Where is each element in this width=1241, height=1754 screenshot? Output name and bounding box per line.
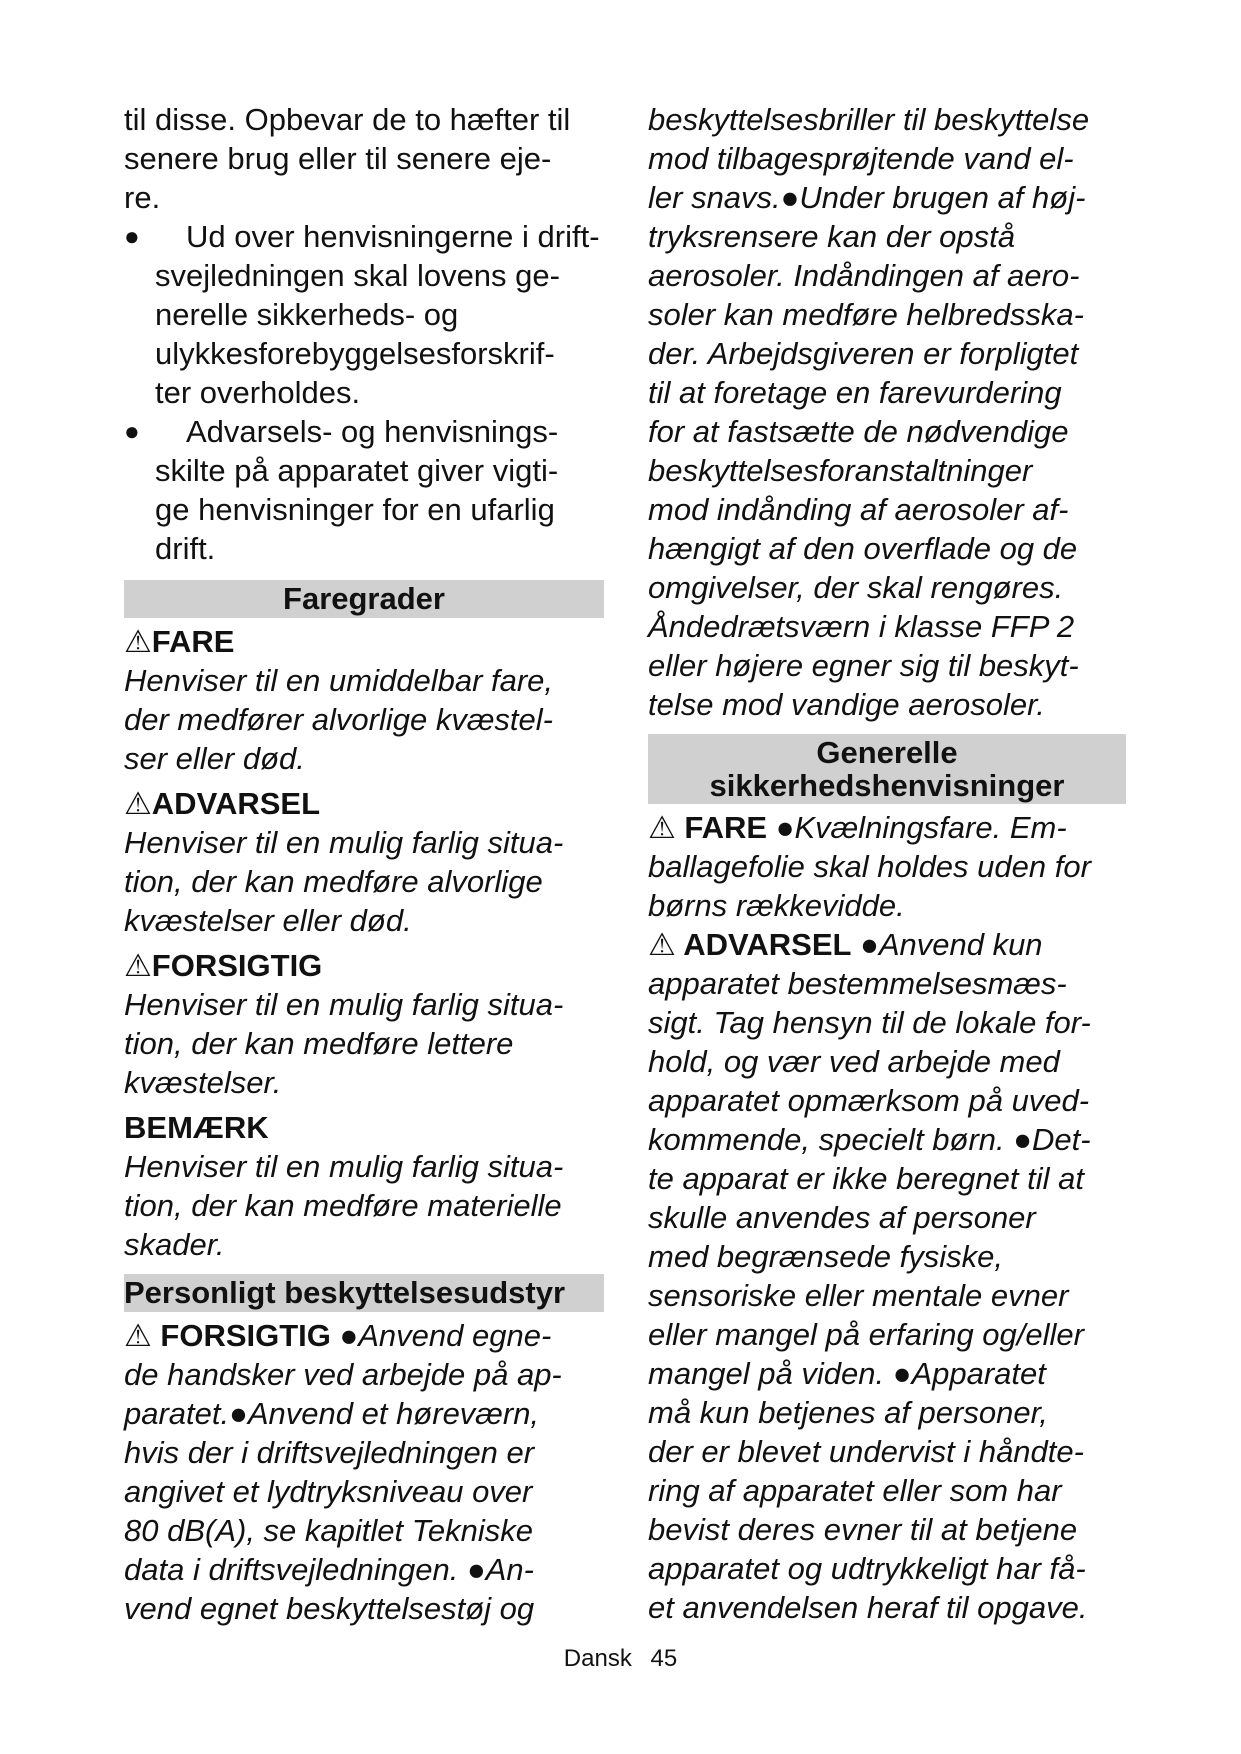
text-line: hold, og vær ved arbejde med — [648, 1044, 1060, 1079]
text-line: te apparat er ikke beregnet til at — [648, 1161, 1084, 1196]
text-line: hvis der i driftsvejledningen er — [124, 1435, 535, 1470]
left-column — [124, 100, 604, 1628]
advarsel-label: ⚠ ADVARSEL — [648, 927, 852, 962]
ppe-lines — [124, 1355, 604, 1628]
general-safety-heading — [648, 734, 1126, 804]
bullet-icon: ● — [124, 221, 140, 251]
text-line: med begrænsede fysiske, — [648, 1239, 1003, 1274]
text-line: et anvendelsen heraf til opgave. — [648, 1590, 1088, 1625]
text-line: Henviser til en mulig farlig situa- — [124, 825, 564, 860]
list-item — [124, 217, 604, 412]
text-line: aerosoler. Indåndingen af aero- — [648, 258, 1080, 293]
text-line: mod tilbagesprøjtende vand el- — [648, 141, 1074, 176]
text-line: tion, der kan medføre alvorlige — [124, 864, 543, 899]
danger-levels — [124, 622, 604, 1264]
text-line: re. — [124, 180, 161, 215]
page-footer — [0, 1645, 1241, 1673]
text-line: Henviser til en mulig farlig situa- — [124, 987, 564, 1022]
text-line: angivet et lydtryksniveau over — [124, 1474, 533, 1509]
text-line: Henviser til en mulig farlig situa- — [124, 1149, 564, 1184]
ppe-continued-text — [648, 100, 1126, 724]
text-line: 80 dB(A), se kapitlet Tekniske — [124, 1513, 533, 1548]
ppe-first-line: ●Anvend egne- — [339, 1318, 552, 1353]
fare-label: ⚠ FARE — [648, 810, 768, 845]
right-column — [648, 100, 1126, 1627]
text-line: mangel på viden. ●Apparatet — [648, 1356, 1046, 1391]
text-line: drift. — [155, 531, 216, 566]
text-line: beskyttelsesforanstaltninger — [648, 453, 1033, 488]
footer-language: Dansk — [563, 1645, 632, 1672]
text-line: mod indånding af aerosoler af- — [648, 492, 1069, 527]
text-line: Åndedrætsværn i klasse FFP 2 — [648, 609, 1075, 644]
advarsel-lines — [648, 964, 1126, 1627]
text-line: svejledningen skal lovens ge- — [155, 258, 560, 293]
text-line: senere brug eller til senere eje- — [124, 141, 552, 176]
fare-block — [648, 808, 1126, 925]
text-line: ring af apparatet eller som har — [648, 1473, 1062, 1508]
text-line: Advarsels- og henvisnings- — [186, 414, 559, 449]
text-line: ulykkesforebyggelsesforskrif- — [155, 336, 555, 371]
bullet-list — [124, 217, 604, 568]
text-line: apparatet opmærksom på uved- — [648, 1083, 1090, 1118]
text-line: tion, der kan medføre materielle — [124, 1188, 562, 1223]
text-line: de handsker ved arbejde på ap- — [124, 1357, 562, 1392]
text-line: data i driftsvejledningen. ●An- — [124, 1552, 534, 1587]
text-line: telse mod vandige aerosoler. — [648, 687, 1045, 722]
text-line: nerelle sikkerheds- og — [155, 297, 459, 332]
text-line: skulle anvendes af personer — [648, 1200, 1036, 1235]
danger-level-label: ⚠ADVARSEL — [124, 786, 321, 821]
text-line: vend egnet beskyttelsestøj og — [124, 1591, 535, 1626]
ppe-heading: Personligt beskyttelsesudstyr — [124, 1274, 604, 1312]
text-line: ter overholdes. — [155, 375, 361, 410]
text-line: kommende, specielt børn. ●Det- — [648, 1122, 1091, 1157]
text-line: til disse. Opbevar de to hæfter til — [124, 102, 571, 137]
text-line: til at foretage en farevurdering — [648, 375, 1062, 410]
text-line: må kun betjenes af personer, — [648, 1395, 1048, 1430]
fare-lines — [648, 847, 1126, 925]
general-heading-line2: sikkerhedshenvisninger — [709, 768, 1065, 803]
text-line: eller højere egner sig til beskyt- — [648, 648, 1079, 683]
text-line: paratet.●Anvend et høreværn, — [124, 1396, 540, 1431]
faregrader-heading: Faregrader — [124, 580, 604, 618]
danger-level-label: ⚠FORSIGTIG — [124, 948, 323, 983]
danger-level — [124, 1108, 604, 1264]
text-line: omgivelser, der skal rengøres. — [648, 570, 1064, 605]
text-line: ler snavs.●Under brugen af høj- — [648, 180, 1086, 215]
bullet-icon: ● — [124, 416, 140, 446]
text-line: ser eller død. — [124, 741, 305, 776]
general-heading-line1: Generelle — [816, 735, 958, 770]
intro-text — [124, 100, 604, 217]
text-line: kvæstelser eller død. — [124, 903, 412, 938]
text-line: skader. — [124, 1227, 225, 1262]
danger-level-label: BEMÆRK — [124, 1110, 269, 1145]
danger-level-label: ⚠FARE — [124, 624, 235, 659]
page-number: 45 — [650, 1645, 678, 1672]
list-item — [124, 412, 604, 568]
text-line: eller mangel på erfaring og/eller — [648, 1317, 1084, 1352]
text-line: bevist deres evner til at betjene — [648, 1512, 1078, 1547]
text-line: skilte på apparatet giver vigti- — [155, 453, 559, 488]
danger-level — [124, 784, 604, 940]
text-line: sigt. Tag hensyn til de lokale for- — [648, 1005, 1091, 1040]
text-line: apparatet og udtrykkeligt har få- — [648, 1551, 1086, 1586]
text-line: tion, der kan medføre lettere — [124, 1026, 514, 1061]
text-line: Ud over henvisningerne i drift- — [186, 219, 600, 254]
text-line: Henviser til en umiddelbar fare, — [124, 663, 554, 698]
advarsel-first-line: ●Anvend kun — [860, 927, 1043, 962]
text-line: ballagefolie skal holdes uden for — [648, 849, 1091, 884]
text-line: for at fastsætte de nødvendige — [648, 414, 1069, 449]
text-line: der medfører alvorlige kvæstel- — [124, 702, 553, 737]
ppe-text — [124, 1316, 604, 1628]
text-line: der. Arbejdsgiveren er forpligtet — [648, 336, 1079, 371]
text-line: der er blevet undervist i håndte- — [648, 1434, 1084, 1469]
ppe-warning-label: ⚠ FORSIGTIG — [124, 1318, 331, 1353]
text-line: ge henvisninger for en ufarlig — [155, 492, 555, 527]
danger-level — [124, 946, 604, 1102]
text-line: sensoriske eller mentale evner — [648, 1278, 1069, 1313]
text-line: hængigt af den overflade og de — [648, 531, 1078, 566]
advarsel-block — [648, 925, 1126, 1627]
text-line: apparatet bestemmelsesmæs- — [648, 966, 1067, 1001]
text-line: soler kan medføre helbredsska- — [648, 297, 1084, 332]
text-line: kvæstelser. — [124, 1065, 282, 1100]
text-line: beskyttelsesbriller til beskyttelse — [648, 102, 1090, 137]
text-line: børns rækkevidde. — [648, 888, 905, 923]
danger-level — [124, 622, 604, 778]
fare-first-line: ●Kvælningsfare. Em- — [775, 810, 1067, 845]
text-line: tryksrensere kan der opstå — [648, 219, 1016, 254]
